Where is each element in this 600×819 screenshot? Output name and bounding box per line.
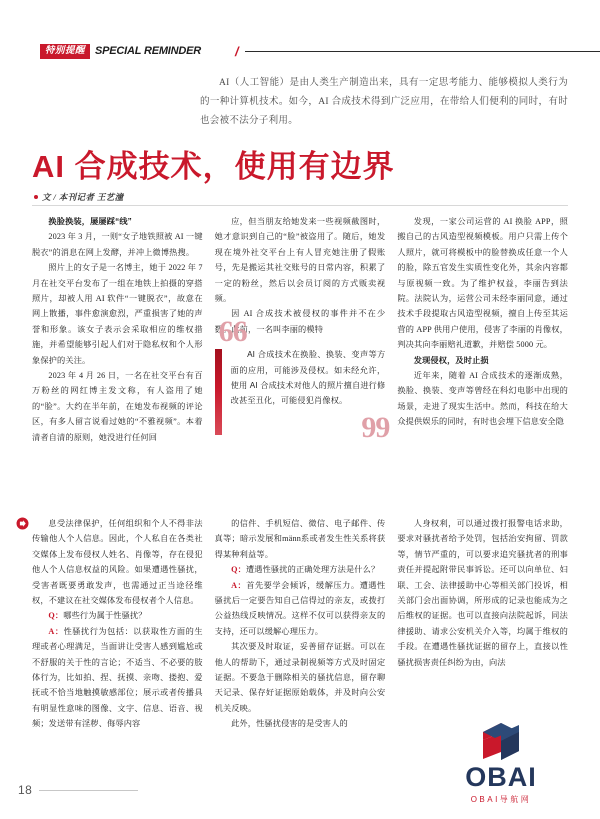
masthead-slash: /: [235, 43, 239, 59]
qa-question: [215, 562, 386, 577]
article-standfirst: [200, 74, 568, 131]
page-number: 18: [18, 783, 33, 797]
qa-answer: [32, 624, 203, 732]
paragraph: 人身权利，可以通过拨打报警电话求助，要求对骚扰者给予处罚，包括治安拘留、罚款等，情节严重的，可以要求追究骚扰者的刑事责任并提起附带民事诉讼。还可以向单位、妇联、工会、法律援助中心等相关部门投诉，相关部门会出面协调，所形成的记录也能成为之后维权的证据。也可以直接向法院起诉，同法律援助、请求公安机关介入等，均属于维权的手段。在遭遇性骚扰证据的留存上，直接以性骚扰损害责任纠纷为由，向法: [397, 519, 569, 667]
standfirst-text: AI（人工智能）是由人类生产制造出来，具有一定思考能力、能够模拟人类行为的一种计算机技术。如今，AI 合成技术得到广泛应用，在带给人们便利的同时，有时也会被不法分子利用。: [200, 78, 568, 126]
q-label: Q：: [231, 565, 246, 575]
cube-logo-icon: [475, 720, 527, 766]
column-1: [32, 214, 203, 494]
paragraph: 2023 年 4 月 26 日，一名在社交平台有百万粉丝的网红博主发文称，有人盗用了她的“脸”。大约在半年前，在她发布视频的评论区，有多人留言说看过她的“不雅视频”。本着清者自清的原则，她没进行任何回: [32, 371, 203, 442]
pull-quote-text: AI 合成技术在换脸、换装、变声等方面的应用，可能涉及侵权。如未经允许，使用 AI 合成技术对他人的照片擅自进行修改甚至丑化，可能侵犯肖像权。: [230, 350, 386, 406]
bullet-icon: [34, 195, 38, 199]
arrow-right-icon: [16, 517, 29, 530]
section-heading-2: 发现侵权，及时止损: [413, 355, 489, 365]
section-tag-cn: 特别提醒: [40, 44, 90, 59]
q-text: 遭遇性骚扰的正确处理方法是什么？: [245, 565, 380, 575]
lower-column-2: [215, 516, 386, 761]
column-3: [397, 214, 568, 494]
paragraph: 照片上的女子是一名博主，她于 2022 年 7 月在社交平台发布了一组在地铁上拍摄的穿搭照片，却被人用 AI 软件“一键脱衣”，故意在网上散播，事件愈演愈烈，严重损害了她的声誉和形象。该女子表示会采取相应的维权措施，并希望能够引起人们对于隐私权和个人形象保护的关注。: [32, 263, 203, 365]
qa-answer: [215, 578, 386, 640]
q-label: Q：: [48, 611, 64, 621]
paragraph: 此外，性骚扰侵害的是受害人的: [231, 719, 348, 729]
lower-column-1: [32, 516, 203, 761]
paragraph: 息受法律保护，任何组织和个人不得非法传输他人个人信息。因此，个人私自在各类社交媒体上发布侵权人姓名、肖像等，存在侵犯他人个人信息权益的风险。如果遭遇性骚扰，受害者既要勇敢发声，也需通过正当途径维权，不建议在社交媒体发布侵权者个人信息。: [32, 519, 203, 606]
folio-rule: [39, 790, 138, 791]
qa-question: [32, 608, 203, 623]
pull-quote-bar: [215, 349, 222, 435]
q-text: 哪些行为属于性骚扰？: [63, 611, 147, 621]
paragraph: 发现，一家公司运营的 AI 换脸 APP，照搬自己的古风造型视频模板。用户只需上传个人照片，就可将模板中的脸替换成任意一个人的脸，除五官发生实质性变化外，其余内容都与原视频一致。为了维护权益，李丽告到法院。法院认为，运营公司未经李丽同意，通过技术手段提取古风造型视频，擅自上传至其运营的 APP 供用户使用，侵害了李丽的肖像权，判决其向李丽赔礼道歉，并赔偿 5000 元。: [397, 217, 569, 350]
upper-columns: [32, 214, 568, 494]
page-title: AI 合成技术，使用有边界: [32, 149, 395, 184]
quote-close-icon: 99: [361, 410, 390, 444]
byline: [34, 191, 124, 203]
quote-open-icon: 66: [218, 315, 247, 349]
byline-text: 文 / 本刊记者 王艺潼: [42, 192, 124, 202]
section-tag-en: SPECIAL REMINDER: [95, 45, 202, 57]
section-heading-1: 换脸换装，屡屡踩“线”: [48, 217, 132, 226]
paragraph: 2023 年 3 月，一则“女子地铁照被 AI 一键脱衣”的消息在网上发酵，并冲上微博热搜。: [32, 232, 203, 257]
paragraph: 因 AI 合成技术被侵权的事件并不在少数。此前，一名叫李丽的模特: [214, 309, 386, 334]
brand-watermark: [426, 720, 576, 805]
paragraph: 应，但当朋友给她发来一些视频截图时，她才意识到自己的“脸”被盗用了。随后，她发现在境外社交平台上有人冒充她注册了假账号，先是搬运其社交账号的日常内容，积累了一定的粉丝，然后以会员订阅的方式贩卖视频。: [214, 217, 386, 304]
masthead-rule: [245, 51, 600, 52]
folio: [18, 783, 138, 797]
a-text: 首先要学会倾诉，缓解压力。遭遇性骚扰后一定要告知自己信得过的亲友，或拨打公益热线反映情况。这样不仅可以获得亲友的支持，还可以缓解心理压力。: [214, 580, 386, 636]
column-2: [214, 214, 390, 494]
paragraph: 其次要及时取证，妥善留存证据。可以在他人的帮助下，通过录制视频等方式及时固定证据。不要急于删除相关的骚扰信息，留存聊天记录、保存好证据原始载体，并及时向公安机关反映。: [214, 642, 386, 713]
paragraph: 的信件、手机短信、微信、电子邮件、传真等；暗示发展和männ系或者发生性关系将获得某种利益等。: [214, 519, 386, 559]
paragraph: 近年来，随着 AI 合成技术的逐渐成熟，换脸、换装、变声等曾经在科幻电影中出现的场景，走进了现实生活中。然而，科技在给大众提供娱乐的同时，有时也会埋下信息安全隐: [397, 371, 569, 427]
a-label: A：: [48, 626, 64, 636]
title-divider: [32, 205, 568, 206]
masthead: [0, 38, 600, 64]
a-label: A：: [231, 580, 247, 590]
a-text: 性骚扰行为包括：以获取性方面的生理或者心理满足，当面讲让受害人感到尴尬或不舒服的关于性的言论；不适当、不必要的肢体行为，比如拍、捏、抚摸、亲吻、搂抱、爱抚或不恰当地触摸敏感部位；展示或者传播具有明显性意味的图像、文字、信息、语音、视频；发送带有淫秽、侮辱内容: [32, 626, 203, 729]
brand-tagline: OBAI导航网: [470, 795, 532, 804]
brand-name: OBAI: [465, 762, 537, 792]
